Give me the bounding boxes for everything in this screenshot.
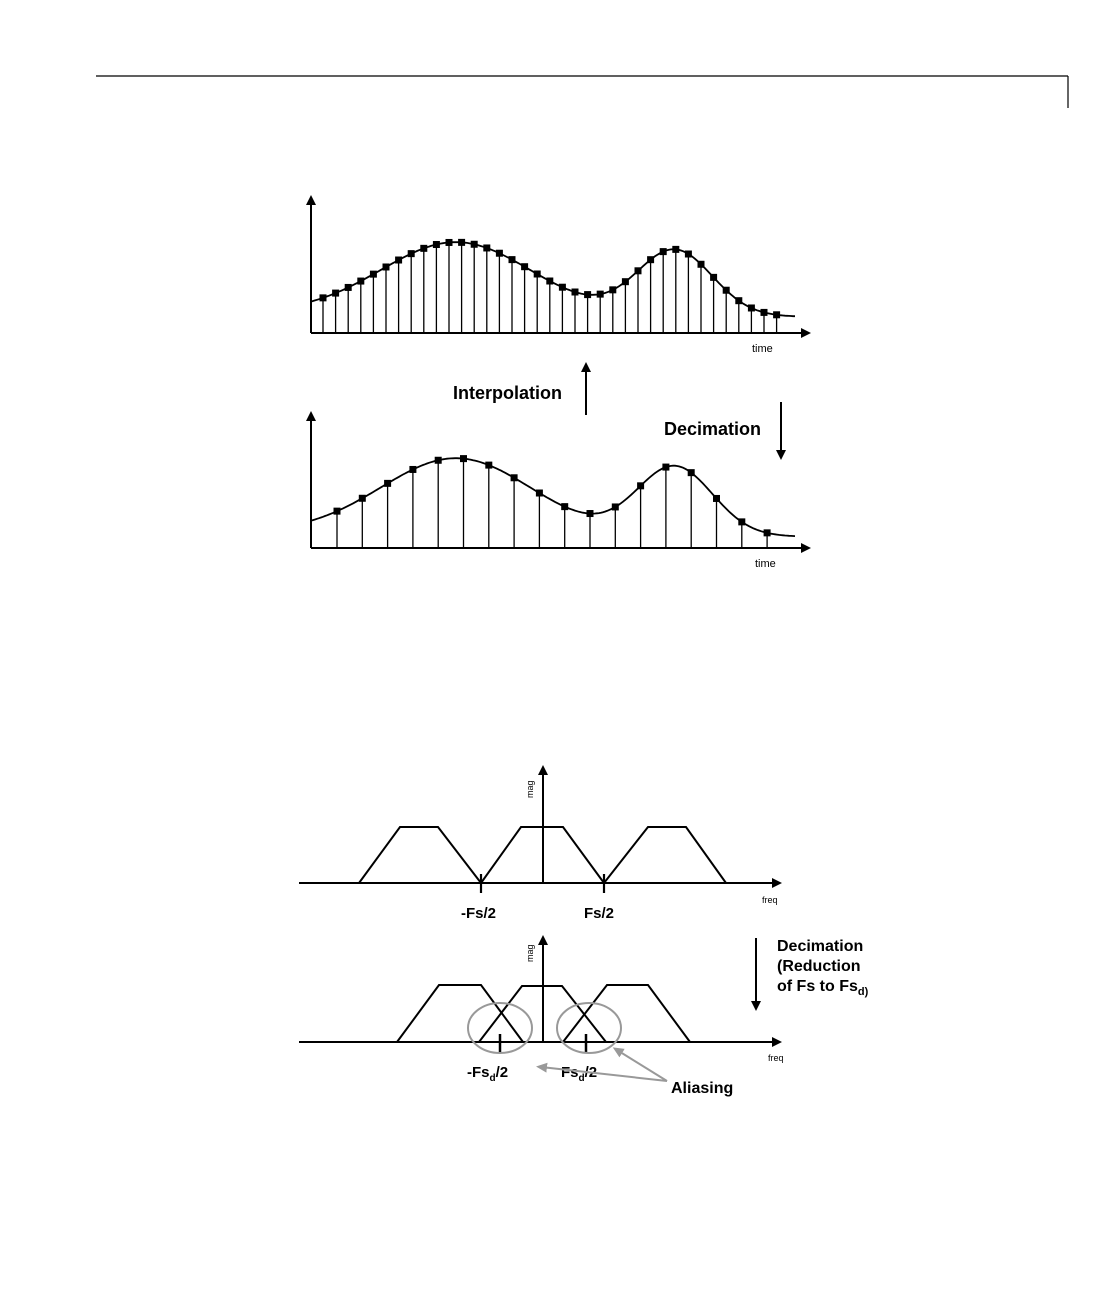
top-spectrum-y-label: mag bbox=[525, 780, 535, 798]
interpolation-label: Interpolation bbox=[453, 383, 562, 403]
freq-decimation-subscript: d) bbox=[857, 986, 869, 998]
bottom-plot-signal-curve bbox=[311, 458, 795, 536]
top-plot-x-label: time bbox=[752, 343, 773, 355]
bottom-time-plot bbox=[311, 416, 806, 570]
alias-region-right bbox=[557, 1003, 621, 1053]
pos-fs-label: Fs/2 bbox=[584, 905, 615, 922]
freq-decimation-line2: (Reduction bbox=[777, 958, 861, 975]
spectrum-replica-right bbox=[604, 827, 726, 883]
spectrum-before-decimation bbox=[299, 770, 778, 922]
pos-fsd-label: $Fs_d$ bbox=[561, 1064, 585, 1084]
spectrum-replica-left bbox=[359, 827, 481, 883]
bottom-spectrum-y-label: mag bbox=[525, 944, 535, 962]
bottom-plot-samples bbox=[334, 455, 771, 548]
top-plot-samples bbox=[320, 239, 781, 333]
top-spectrum-x-label: freq bbox=[762, 895, 778, 905]
aliasing-label: Aliasing bbox=[671, 1080, 734, 1097]
bottom-spectrum-x-label: freq bbox=[768, 1053, 784, 1063]
aliased-replica-right bbox=[563, 985, 690, 1042]
bottom-plot-x-label: time bbox=[755, 558, 776, 570]
freq-decimation-line3: of Fs to $Fs_{d)}$ bbox=[777, 978, 869, 998]
neg-fs-label: -Fs/2 bbox=[461, 905, 497, 922]
decimation-label: Decimation bbox=[664, 419, 762, 439]
neg-fsd-label: $-Fs_d/2$ bbox=[467, 1064, 509, 1084]
top-time-plot bbox=[311, 200, 806, 355]
spectrum-after-decimation bbox=[299, 940, 784, 1097]
freq-decimation-line1: Decimation bbox=[777, 938, 864, 955]
aliased-replica-left bbox=[397, 985, 523, 1042]
